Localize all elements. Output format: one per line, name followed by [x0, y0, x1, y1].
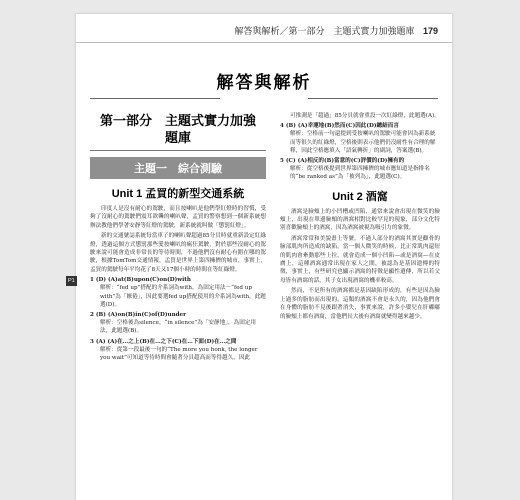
explanation: 解析：從第一段最後一句的“The more you honk, the longer you wait”可知道等待時間會隨著分貝超高而等得越久，因此 — [100, 346, 258, 362]
answer-choice: (D) — [95, 277, 107, 284]
options-text: (A)在…之上(B)在…之下(C)在…下面(D)在…之間 — [107, 338, 237, 345]
book-page — [68, 14, 452, 500]
question-number: 4 — [280, 123, 284, 130]
explanation: 解析：空格前一句還提到受按喇叭的駕駛可能會因為新系統而等很久的紅綠燈，空格後則表示他們仍沒耐性有合理的解釋，因此空格應填入「語氣轉折」的副詞，答案選(B)。 — [290, 131, 436, 154]
explanation-continued: 可推測是「超過」85分貝就會重設一次紅綠燈，此題選(A)。 — [290, 113, 440, 119]
question-item — [90, 311, 266, 336]
unit2-paragraph: 酒窩常常和美貌畫上等號，不過人部分的酒窩其實是顴骨的臉部肌肉所造成的缺陷，當一個人微笑的時候，比正常肌肉還短的肌肉會牽動那些上拉，就會造成一個小凹陷—或是酒窩—在皮膚上，這種酒窩通常出現在家人之間，被認為是基因遺傳的特徵，事實上，有些研究也顯示酒窩的特徵是顯性遺傳，所以若父母皆有酒窩的話，其子女出現酒窩的機率較高。 — [280, 235, 440, 284]
part-title-line-2: 題庫 — [164, 130, 191, 145]
answer-choice: (A) — [95, 338, 106, 345]
theme-bar: 主題一 綜合測驗 — [90, 157, 266, 179]
question-number: 1 — [90, 277, 94, 284]
question-item — [280, 157, 440, 182]
explanation: 解析：從空格後提到世界第四擁擠的城市應知道是指排名的“be ranked as”為「被列為」，此題選(C)。 — [290, 166, 430, 181]
question-item — [90, 338, 266, 363]
page-number: 179 — [422, 26, 438, 36]
options-text: (A)相反的(B)當意的(C)評價的(D)擁有的 — [297, 158, 405, 165]
options-text: (A)幸運地(B)然而(C)因此(D)總結而言 — [297, 123, 399, 130]
options-text: (A)on(B)in(C)of(D)under — [107, 312, 187, 319]
unit2-title: Unit 2 酒窩 — [332, 190, 388, 203]
question-number: 3 — [90, 338, 94, 345]
running-header — [234, 24, 438, 37]
main-title: 解答與解析 — [216, 73, 312, 92]
options-text: (A)at(B)upon(C)on(D)with — [107, 277, 191, 284]
question-number: 5 — [280, 158, 284, 165]
question-item — [68, 276, 266, 309]
unit1-paragraph: 新的交通號誌系統每當車子的喇叭聲超過85分貝時就重新設定紅綠燈，透過這個方式懲罰那些愛按喇叭的瘋狂駕駛，對於那些沒耐心的駕駛來說可能會造成非常長的等待時間，不過他們沒有耐心有錯在哪的駕駛，根據TomTom交通情報，孟買是世界上第四擁擠的城市，事實上，孟買的駕駛每年平均花了8天又17個小時的時間在等紅綠燈。 — [90, 233, 266, 273]
part-title — [90, 112, 266, 146]
left-column — [68, 112, 266, 362]
unit2-paragraph: 然而，不是所有的酒窩都是基因缺陷形成的，有些是因為臉上過多的脂肪而出現的，這類的酒窩不會是永久的，因為他們會在身體的脂肪不見後跟著消失，事實來說，許多小嬰兒在肝嘟嘟的臉頰上都有酒窩，當他們長大後有酒窩就變得越來越少。 — [280, 288, 440, 320]
unit1-paragraph: 印度人是沒有耐心的駕駛，而且按喇叭是他們學紅燈時的習慣，受夠了沒耐心的駕駛們震耳欲聾的喇叭聲，孟買的警察想到一個新系統想辦法教他們學著安靜等紅燈的駕駛，新系統就叫做「懲罰紅燈」。 — [90, 206, 266, 229]
header-divider — [76, 42, 452, 43]
right-column — [280, 112, 440, 323]
answer-choice: (C) — [285, 158, 296, 165]
question-number: 2 — [90, 312, 94, 319]
title-rule-left — [90, 98, 220, 99]
part-title-line-1: 第一部分 主題式實力加強 — [99, 113, 256, 128]
explanation: 解析：“fed up”搭配的介系詞為with，為固定用法－“fed up with”為「厭倦」，因此要選fed up搭配使用的介系詞為with，此題選(D)。 — [100, 285, 266, 308]
unit1-title: Unit 1 孟買的新型交通系統 — [111, 188, 245, 200]
p1-badge: P1 — [66, 276, 77, 286]
answer-choice: (B) — [285, 123, 296, 130]
unit2-paragraph: 酒窩是臉頰上的小凹槽或凹陷，通常來說會出現在微笑的臉頰上，出現在單邊臉頰的酒窩相對比較罕見的現象，部分文化特別喜歡臉頰上的酒窩，因為酒窩被視為吸引力的象徵。 — [280, 208, 440, 232]
part-divider — [90, 150, 266, 151]
explanation: 解析：空格後為silence，“in silence”為「安靜地」，為固定用法，此題選(B)。 — [100, 320, 256, 335]
running-title: 解答與解析／第一部分 主題式實力加強題庫 — [234, 26, 415, 36]
title-rule-right — [308, 98, 438, 99]
question-item — [280, 122, 440, 155]
answer-choice: (B) — [95, 312, 106, 319]
